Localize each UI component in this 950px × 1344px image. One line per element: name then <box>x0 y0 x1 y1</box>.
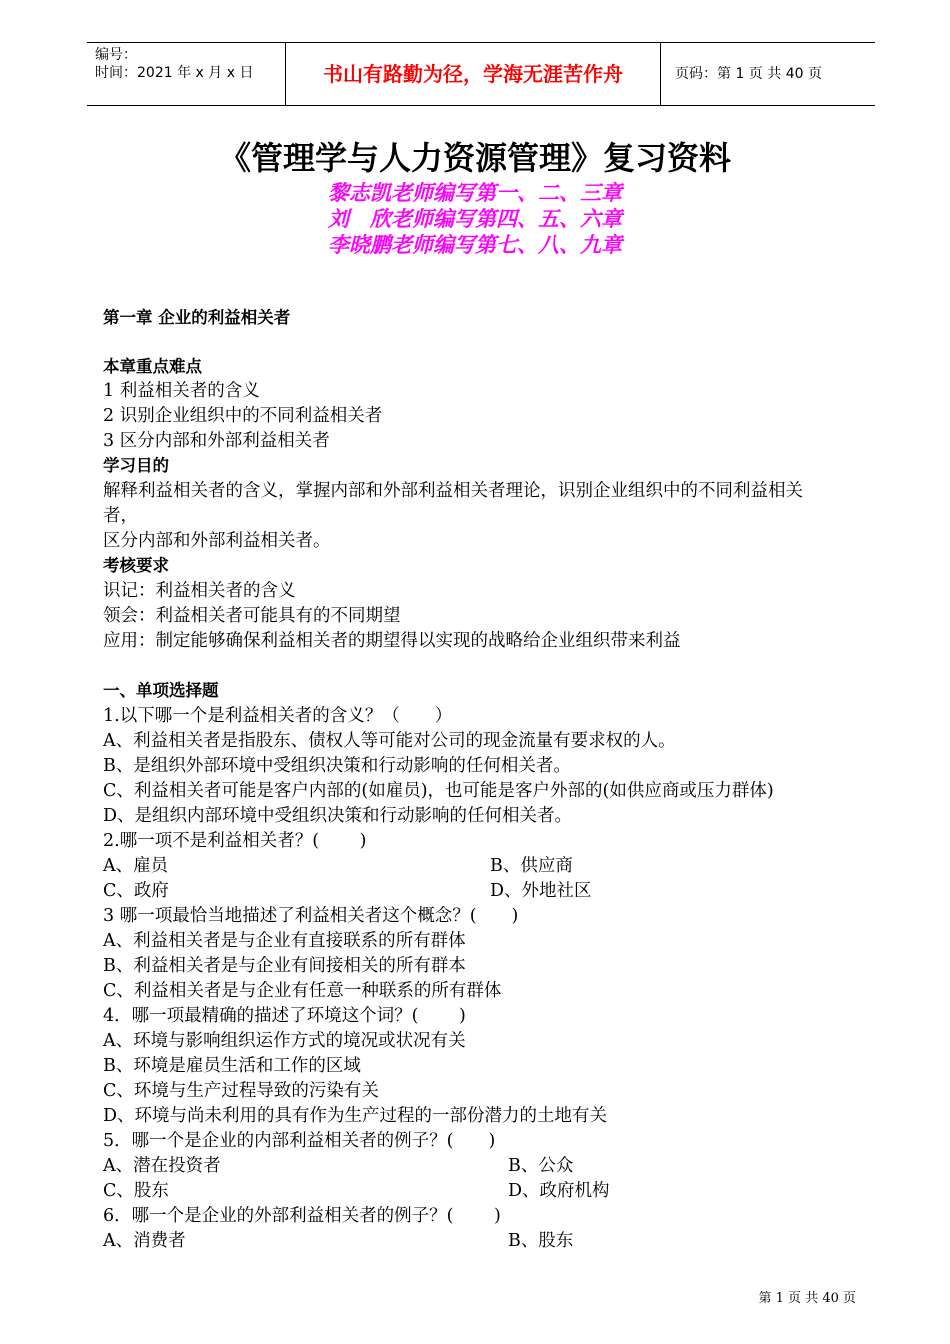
document-title: 《管理学与人力资源管理》复习资料 <box>218 139 731 177</box>
question-option: C、利益相关者可能是客户内部的(如雇员)，也可能是客户外部的(如供应商或压力群体) <box>103 781 774 801</box>
question-option: D、环境与尚未利用的具有作为生产过程的一部份潜力的土地有关 <box>103 1106 608 1126</box>
question-stem: 4．哪一项最精确的描述了环境这个词？( ) <box>103 1006 466 1026</box>
question-option: D、外地社区 <box>490 881 592 901</box>
chapter-heading: 第一章 企业的利益相关者 <box>103 308 291 327</box>
question-option: B、股东 <box>508 1231 574 1251</box>
objective-heading: 学习目的 <box>103 456 169 475</box>
exam-requirement: 应用：制定能够确保利益相关者的期望得以实现的战略给企业组织带来利益 <box>103 631 681 651</box>
question-option: B、利益相关者是与企业有间接相关的所有群本 <box>103 956 466 976</box>
footer-page-number: 第 1 页 共 40 页 <box>758 1291 856 1306</box>
author-line-3: 李晓鹏老师编写第七、八、九章 <box>328 232 622 257</box>
question-stem: 6．哪一个是企业的外部利益相关者的例子？( ) <box>103 1206 501 1226</box>
time-label: 时间：2021 年 x 月 x 日 <box>95 65 254 81</box>
exam-heading: 考核要求 <box>103 556 169 575</box>
question-option: A、潜在投资者 <box>103 1156 221 1176</box>
question-option: A、消费者 <box>103 1231 186 1251</box>
exam-requirement: 领会：利益相关者可能具有的不同期望 <box>103 606 401 626</box>
question-option: D、政府机构 <box>508 1181 610 1201</box>
key-point: 1 利益相关者的含义 <box>103 381 260 401</box>
question-option: D、是组织内部环境中受组织决策和行动影响的任何相关者。 <box>103 806 573 826</box>
question-option: C、股东 <box>103 1181 169 1201</box>
question-stem: 2.哪一项不是利益相关者？( ) <box>103 831 367 851</box>
question-option: A、雇员 <box>103 856 169 876</box>
question-option: B、公众 <box>508 1156 574 1176</box>
question-stem: 5．哪一个是企业的内部利益相关者的例子？( ) <box>103 1131 496 1151</box>
question-option: C、政府 <box>103 881 169 901</box>
question-option: A、环境与影响组织运作方式的境况或状况有关 <box>103 1031 466 1051</box>
question-option: C、环境与生产过程导致的污染有关 <box>103 1081 379 1101</box>
question-option: B、是组织外部环境中受组织决策和行动影响的任何相关者。 <box>103 756 571 776</box>
question-option: B、环境是雇员生活和工作的区域 <box>103 1056 361 1076</box>
header-motto: 书山有路勤为径，学海无涯苦作舟 <box>285 43 661 105</box>
question-option: C、利益相关者是与企业有任意一种联系的所有群体 <box>103 981 502 1001</box>
question-option: A、利益相关者是与企业有直接联系的所有群体 <box>103 931 466 951</box>
question-option: A、利益相关者是指股东、债权人等可能对公司的现金流量有要求权的人。 <box>103 731 676 751</box>
question-option: B、供应商 <box>490 856 573 876</box>
number-label: 编号： <box>95 47 137 63</box>
header-meta <box>87 43 285 108</box>
key-point: 3 区分内部和外部利益相关者 <box>103 431 330 451</box>
author-line-1: 黎志凯老师编写第一、二、三章 <box>328 180 622 205</box>
question-stem: 1.以下哪一个是利益相关者的含义？（ ） <box>103 706 453 726</box>
header-page-info: 页码：第 1 页 共 40 页 <box>675 66 822 82</box>
section-heading: 一、单项选择题 <box>103 681 219 700</box>
objective-text: 者， <box>103 506 138 526</box>
objective-text: 解释利益相关者的含义，掌握内部和外部利益相关者理论，识别企业组织中的不同利益相关 <box>103 481 803 501</box>
question-stem: 3 哪一项最恰当地描述了利益相关者这个概念？( ) <box>103 906 519 926</box>
key-point: 2 识别企业组织中的不同利益相关者 <box>103 406 383 426</box>
header-table <box>87 42 875 106</box>
objective-text: 区分内部和外部利益相关者。 <box>103 531 331 551</box>
key-points-heading: 本章重点难点 <box>103 357 202 376</box>
exam-requirement: 识记：利益相关者的含义 <box>103 581 296 601</box>
author-line-2: 刘 欣老师编写第四、五、六章 <box>328 206 622 231</box>
